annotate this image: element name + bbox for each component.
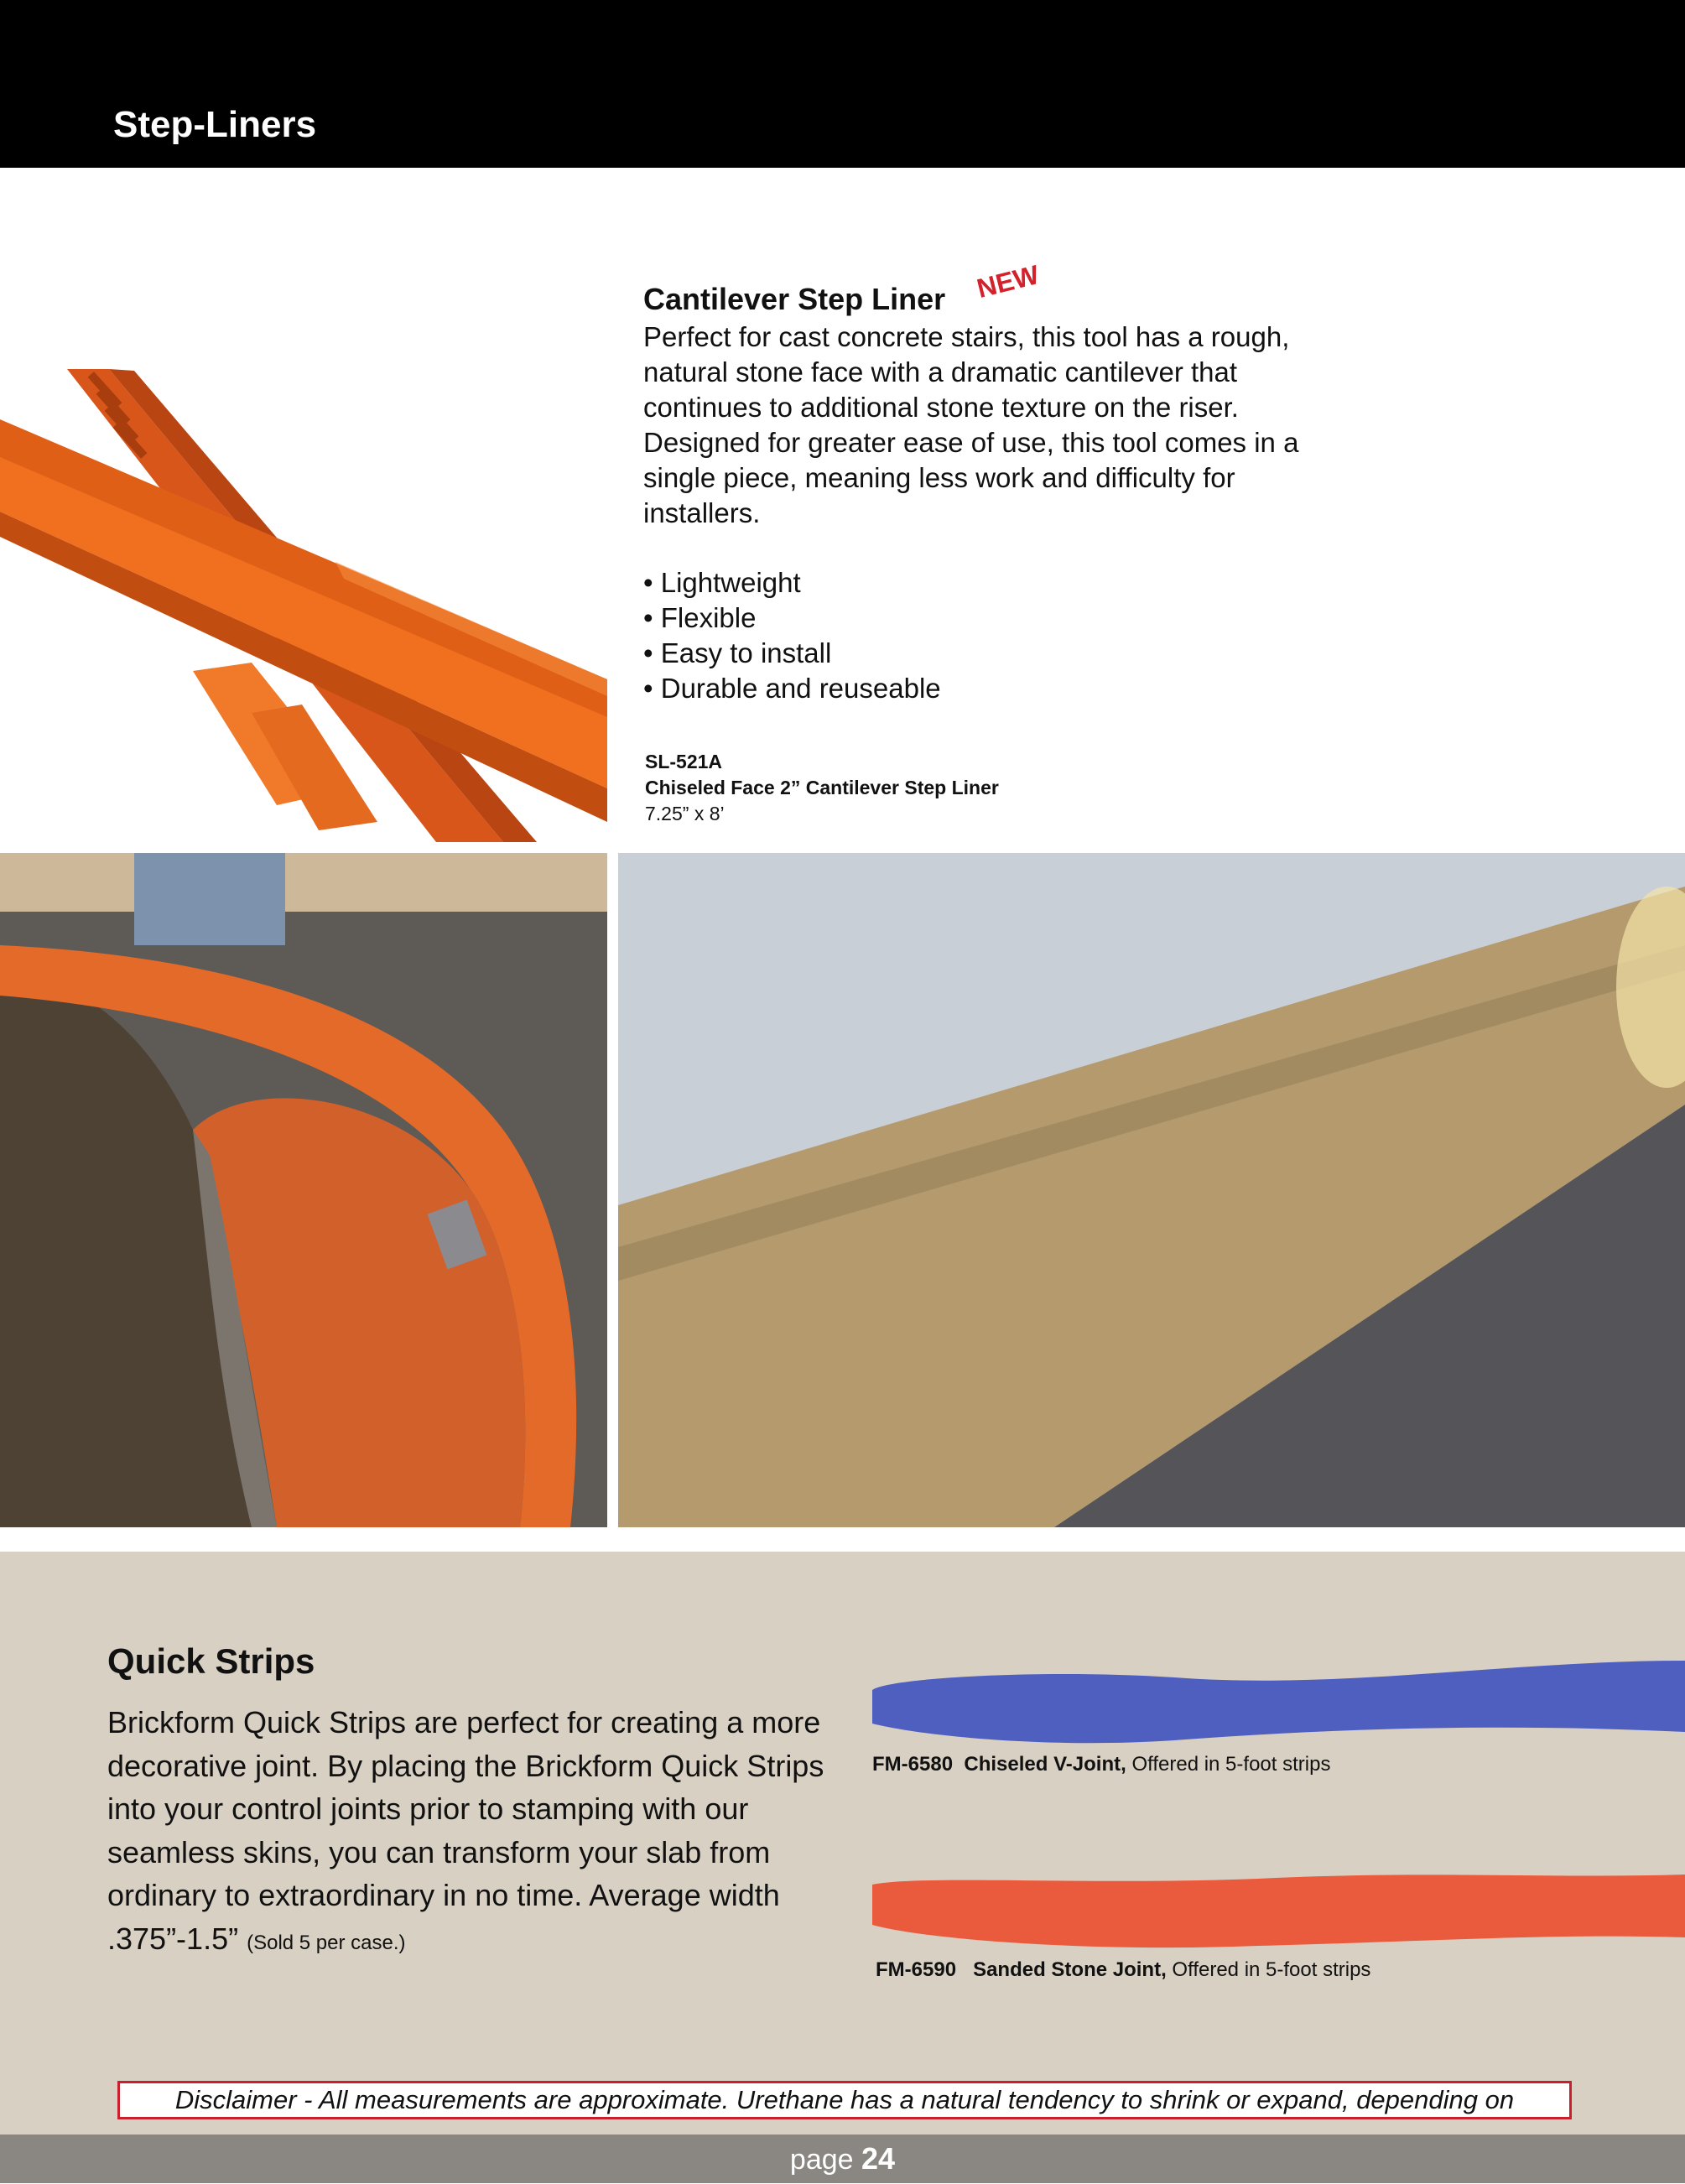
strip-name: Chiseled V-Joint, [964, 1753, 1126, 1776]
new-badge: NEW [974, 259, 1043, 304]
disclaimer-box: Disclaimer - All measurements are approximate. Urethane has a natural tendency to shrink or expand, depending on [117, 2081, 1572, 2119]
strip-note: Offered in 5-foot strips [1131, 1753, 1331, 1776]
quick-strips-title: Quick Strips [107, 1641, 315, 1681]
product-dimensions: 7.25” x 8’ [645, 803, 725, 824]
step-liner-photo [0, 319, 607, 842]
product-title: Cantilever Step Liner [643, 282, 946, 316]
finished-step-photo [618, 853, 1685, 1527]
finished-step-illustration [618, 853, 1685, 1527]
strip-caption [876, 1958, 1370, 1982]
feature-item: • Durable and reuseable [643, 671, 941, 706]
step-liner-illustration [0, 319, 607, 842]
feature-item: • Easy to install [643, 636, 941, 671]
strip-name: Sanded Stone Joint, [973, 1958, 1167, 1981]
product-description: Perfect for cast concrete stairs, this tool has a rough, natural stone face with a dramatic cantilever that continues to additional stone texture on the riser. Designed for greater ease of use, this tool comes in a single piece, meaning less work and difficulty for installers. [643, 321, 1299, 528]
page-indicator [0, 2135, 1685, 2183]
page-number: 24 [861, 2141, 896, 2176]
strip-code: FM-6580 [872, 1753, 954, 1776]
quick-strips-text: Brickform Quick Strips are perfect for creating a more decorative joint. By placing the Brickform Quick Strips into your control joints prior to stamping with our seamless skins, you can transform your slab from ordinary to extraordinary in no time. Average width .375”-1.5” [107, 1705, 824, 1956]
installation-illustration [0, 853, 607, 1527]
quick-strips-description [107, 1701, 845, 1964]
strip-note: Offered in 5-foot strips [1172, 1958, 1371, 1981]
product-sku: SL-521A [645, 751, 723, 772]
strip-code: FM-6590 [876, 1958, 957, 1981]
page-label: page [789, 2144, 854, 2176]
strip-caption [872, 1753, 1330, 1776]
installation-photo [0, 853, 607, 1527]
product-spec [645, 749, 999, 827]
quick-strips-case-note: (Sold 5 per case.) [247, 1931, 406, 1954]
product-name: Chiseled Face 2” Cantilever Step Liner [645, 777, 999, 798]
feature-list [643, 565, 941, 706]
page-title: Step-Liners [113, 104, 317, 145]
feature-item: • Lightweight [643, 565, 941, 601]
feature-item: • Flexible [643, 601, 941, 636]
